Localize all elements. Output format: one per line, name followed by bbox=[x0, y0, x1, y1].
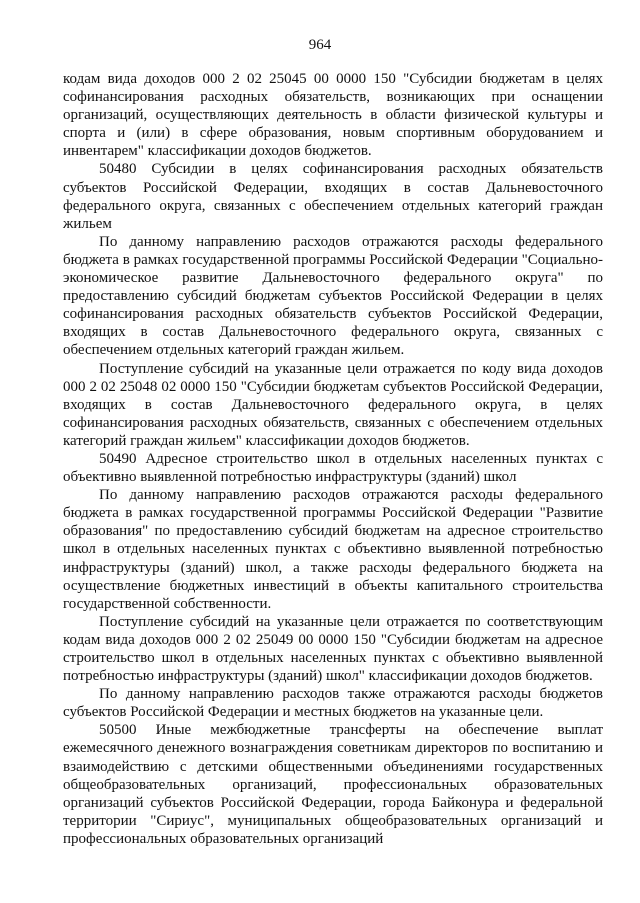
paragraph: По данному направлению расходов также отражаются расходы бюджетов субъектов Российской Федерации и местных бюджетов на указанные цели. bbox=[63, 686, 603, 721]
paragraph: Поступление субсидий на указанные цели отражается по коду вида доходов 000 2 02 25048 02 0000 150 "Субсидии бюджетам субъектов Российской Федерации, входящих в состав Дальневосточного федерального округа, в целях софинансирования расходных обязательств, связанных с обеспечением отдельных категорий граждан жильем" классификации доходов бюджетов. bbox=[63, 360, 603, 449]
section-heading-50490: 50490 Адресное строительство школ в отдельных населенных пунктах с объективно выявленной потребностью инфраструктуры (зданий) школ bbox=[63, 450, 603, 486]
page-number: 964 bbox=[308, 37, 332, 53]
section-heading-50500: 50500 Иные межбюджетные трансферты на обеспечение выплат ежемесячного денежного вознаграждения советникам директоров по воспитанию и взаимодействию с детскими общественными объединениями государственных общеобразовательных организаций, профессиональных образовательных организаций субъектов Российской Федерации, города Байконура и федеральной территории "Сириус", муниципальных общеобразовательных организаций и профессиональных образовательных организаций bbox=[63, 722, 603, 847]
paragraph: По данному направлению расходов отражаются расходы федерального бюджета в рамках государственной программы Российской Федерации "Развитие образования" по предоставлению субсидий бюджетам на адресное строительство школ в отдельных населенных пунктах с объективно выявленной потребностью инфраструктуры (зданий) школ, а также расходы федерального бюджета на осуществление бюджетных инвестиций в объекты капитального строительства государственной собственности. bbox=[63, 487, 603, 612]
paragraph-continuation: кодам вида доходов 000 2 02 25045 00 0000 150 "Субсидии бюджетам в целях софинансирования расходных обязательств, возникающих при оснащении организаций, осуществляющих деятельность в области физической культуры и спорта и (или) в сфере образования, новым спортивным оборудованием и инвентарем" классификации доходов бюджетов. bbox=[63, 71, 603, 160]
document-body bbox=[63, 70, 603, 848]
paragraph: Поступление субсидий на указанные цели отражается по соответствующим кодам вида доходов 000 2 02 25049 00 0000 150 "Субсидии бюджетам на адресное строительство школ в отдельных населенных пунктах с объективно выявленной потребностью инфраструктуры (зданий) школ" классификации доходов бюджетов. bbox=[63, 613, 603, 685]
paragraph: По данному направлению расходов отражаются расходы федерального бюджета в рамках государственной программы Российской Федерации "Социально-экономическое развитие Дальневосточного федерального округа" по предоставлению субсидий бюджетам субъектов Российской Федерации в целях софинансирования расходных обязательств субъектов Российской Федерации, входящих в состав Дальневосточного федерального округа, связанных с обеспечением отдельных категорий граждан жильем. bbox=[63, 233, 603, 359]
section-heading-50480: 50480 Субсидии в целях софинансирования расходных обязательств субъектов Российской Федерации, входящих в состав Дальневосточного федерального округа, связанных с обеспечением отдельных категорий граждан жильем bbox=[63, 161, 603, 232]
